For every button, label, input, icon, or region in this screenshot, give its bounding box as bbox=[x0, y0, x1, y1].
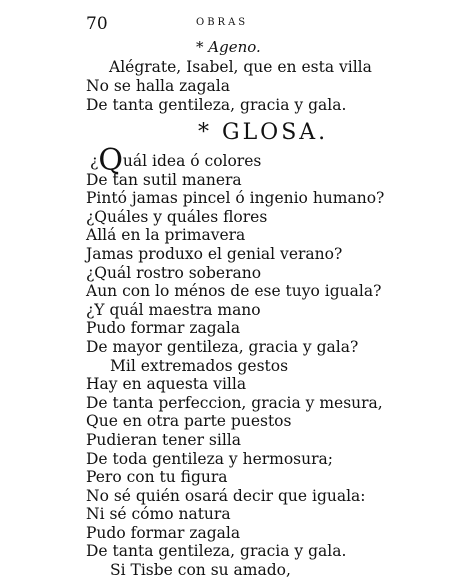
epigraph bbox=[86, 58, 372, 115]
epigraph-line: De tanta gentileza, gracia y gala. bbox=[86, 96, 347, 114]
section-title: * GLOSA. bbox=[198, 120, 329, 145]
poem-line: Pudieran tener silla bbox=[86, 430, 241, 449]
poem-line: Pudo formar zagala bbox=[86, 523, 241, 542]
epigraph-line: No se halla zagala bbox=[86, 77, 230, 95]
poem-line: Que en otra parte puestos bbox=[86, 412, 292, 431]
page-number: 70 bbox=[86, 14, 108, 34]
poem-line: De toda gentileza y hermosura; bbox=[86, 449, 333, 468]
poem-line: Hay en aquesta villa bbox=[86, 375, 247, 394]
poem-line: De tanta gentileza, gracia y gala. bbox=[86, 542, 347, 561]
poem-line: Aun con lo ménos de ese tuyo iguala? bbox=[86, 282, 382, 301]
poem-line: Jamas produxo el genial verano? bbox=[86, 244, 343, 263]
poem-line bbox=[86, 143, 384, 178]
poem-line: Pudo formar zagala bbox=[86, 319, 241, 338]
poem-line: De tan sutil manera bbox=[86, 170, 242, 189]
poem-line: Pintó jamas pincel ó ingenio humano? bbox=[86, 189, 385, 208]
poem-line: Pero con tu figura bbox=[86, 468, 228, 487]
poem-line: Ni sé cómo natura bbox=[86, 505, 231, 524]
poem-line: ¿Y quál maestra mano bbox=[86, 300, 261, 319]
gloss-poem bbox=[86, 143, 385, 580]
opening-question-mark: ¿ bbox=[90, 152, 99, 170]
poem-line: No sé quién osará decir que iguala: bbox=[86, 486, 366, 505]
stanza-opening-line: Mil extremados gestos bbox=[110, 356, 289, 375]
running-head: OBRAS bbox=[196, 17, 249, 28]
poem-line: De tanta perfeccion, gracia y mesura, bbox=[86, 393, 383, 412]
epigraph-line: Alégrate, Isabel, que en esta villa bbox=[109, 58, 372, 76]
drop-cap: Q bbox=[98, 143, 123, 178]
first-line-text: uál idea ó colores bbox=[122, 152, 262, 170]
page-header bbox=[86, 14, 356, 34]
poem-line: ¿Quáles y quáles flores bbox=[86, 207, 268, 226]
stanza-opening-line: Si Tisbe con su amado, bbox=[110, 561, 291, 580]
poem-line: De mayor gentileza, gracia y gala? bbox=[86, 337, 359, 356]
poem-line: ¿Quál rostro soberano bbox=[86, 263, 262, 282]
poem-line: Allá en la primavera bbox=[86, 226, 246, 245]
attribution: * Ageno. bbox=[196, 38, 261, 56]
